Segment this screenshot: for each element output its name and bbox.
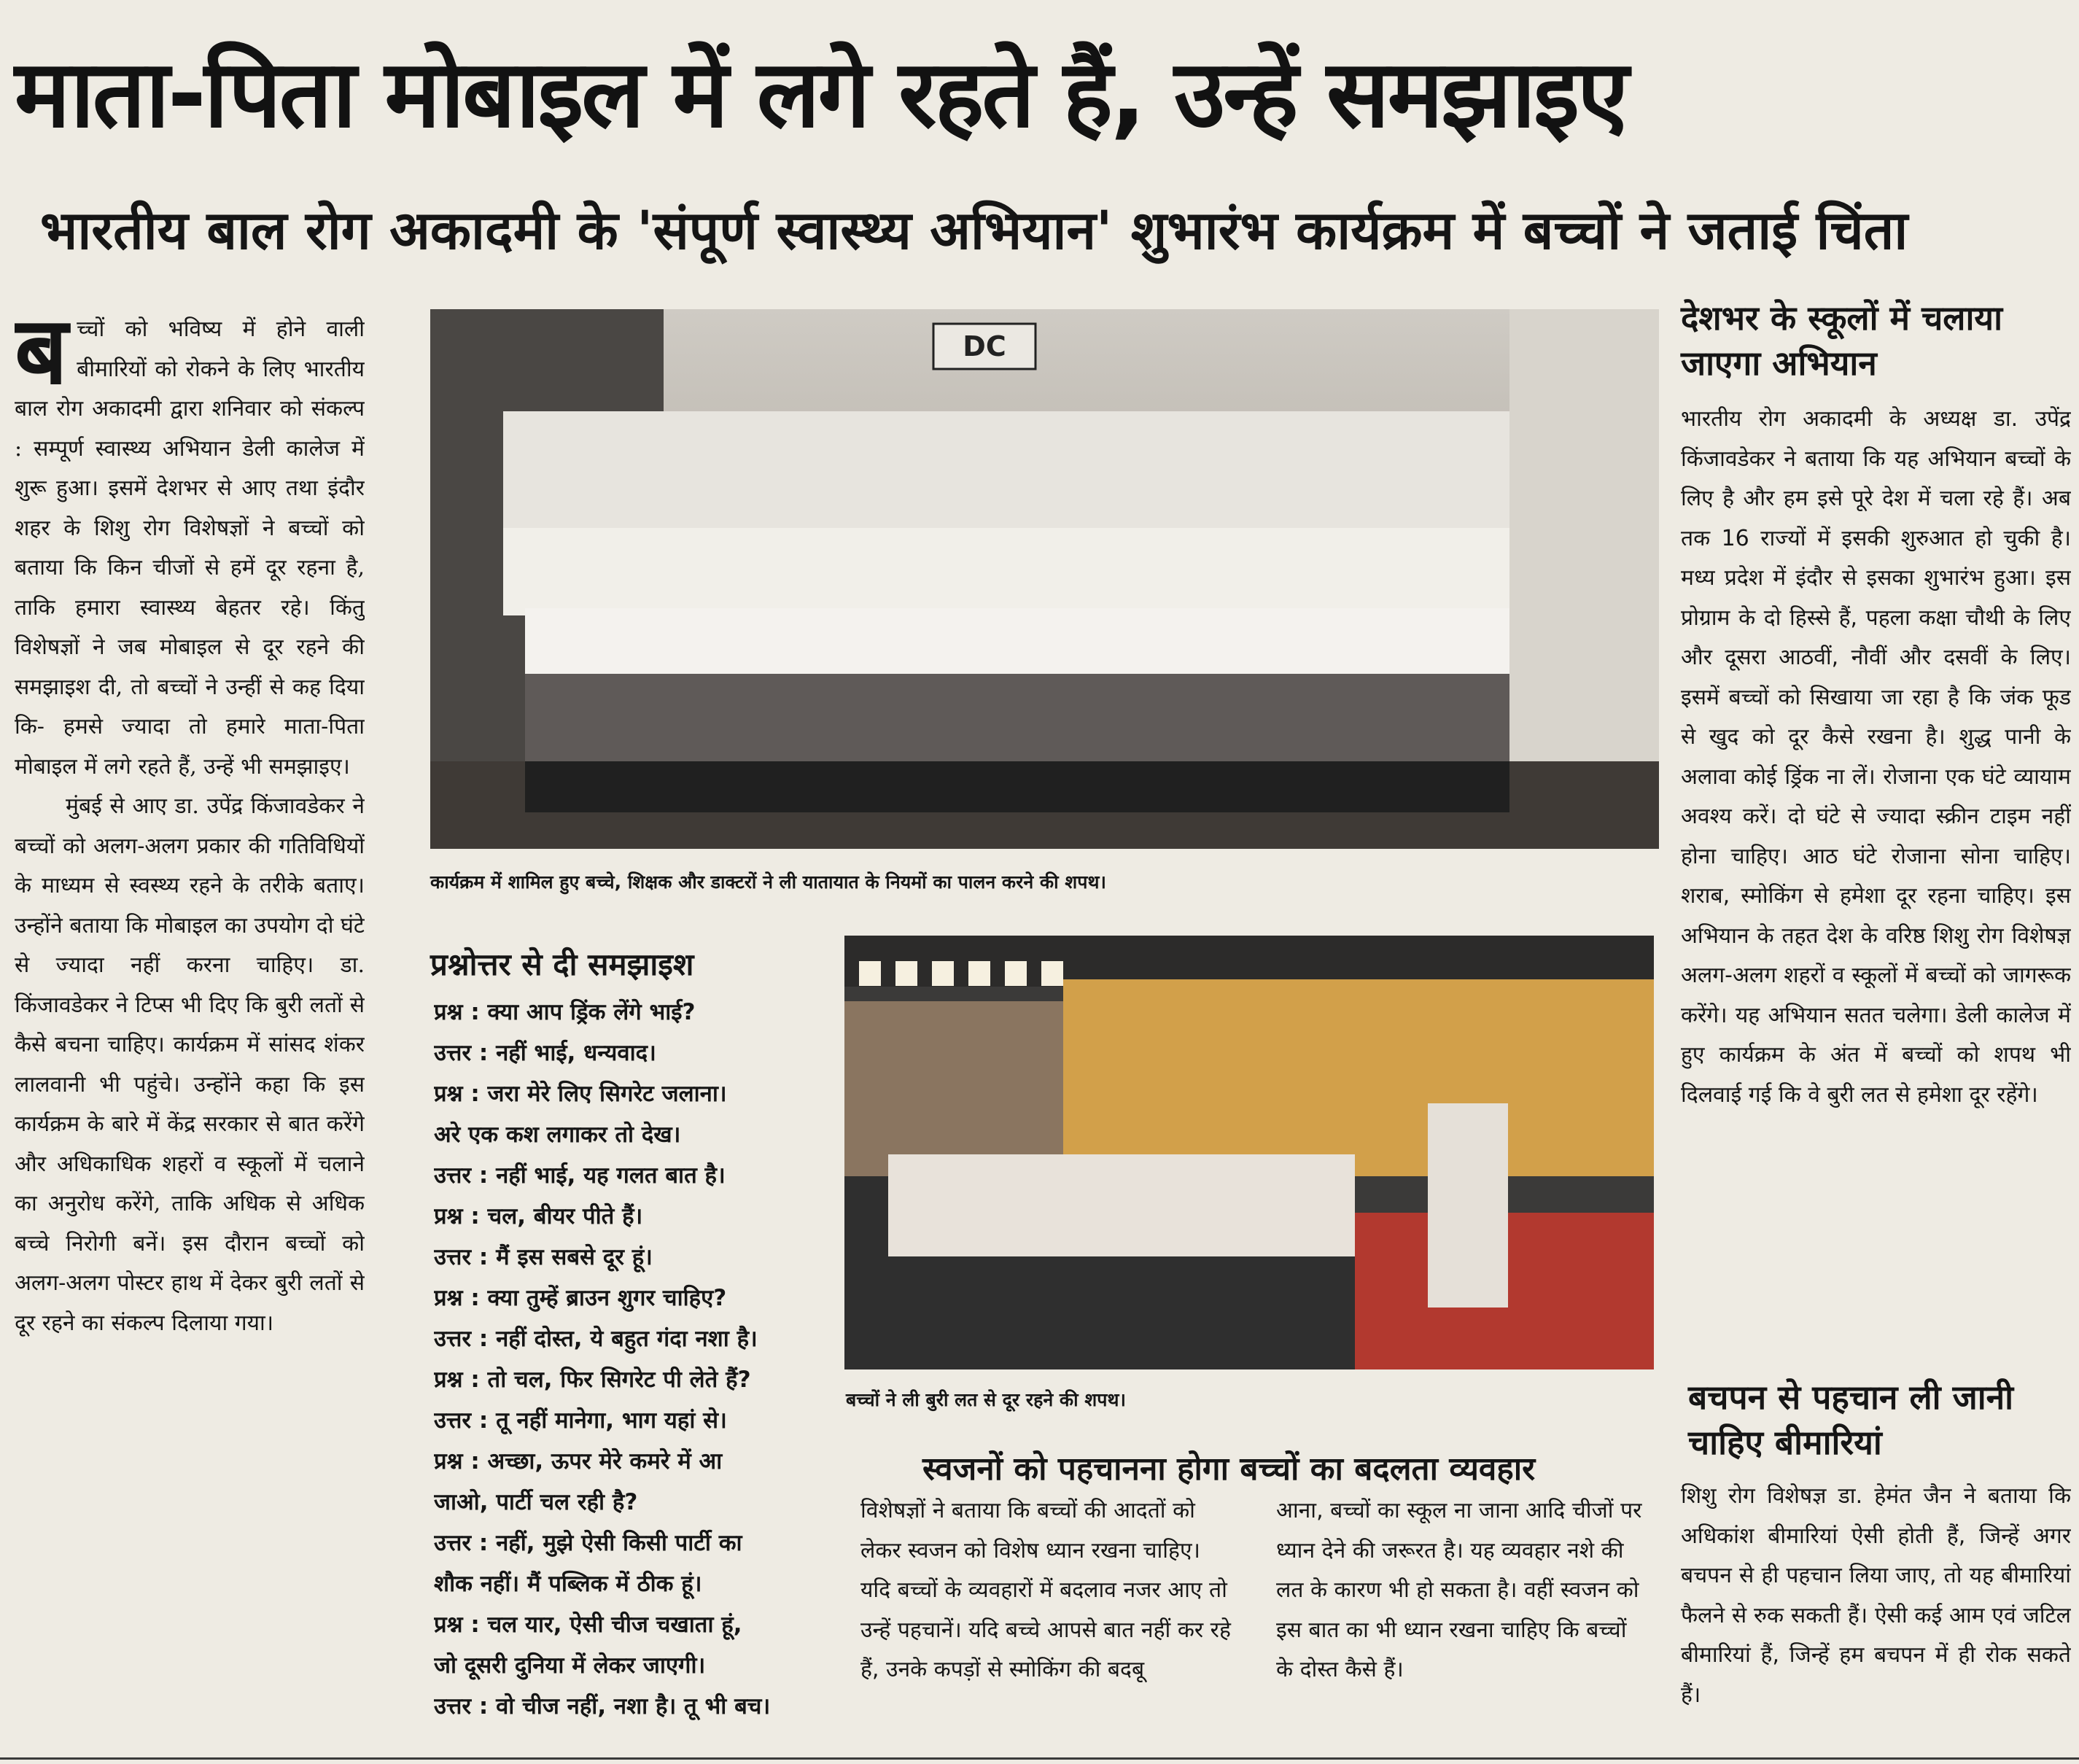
middle-col-1-text: विशेषज्ञों ने बताया कि बच्चों की आदतों को लेकर स्वजन को विशेष ध्यान रखना चाहिए। यदि बच्चों के व्यवहारों में बदलाव नजर आए तो उन्हें पहचानें। यदि बच्चे आपसे बात नहीं कर रहे हैं, उनके कपड़ों से स्मोकिंग की बदबू [860, 1498, 1231, 1682]
subheadline: भारतीय बाल रोग अकादमी के 'संपूर्ण स्वास्थ्य अभियान' शुभारंभ कार्यक्रम में बच्चों ने जताई चिंता [40, 200, 1908, 262]
middle-col-2 [1276, 1491, 1648, 1739]
banner-text: DC [963, 330, 1006, 362]
left-para-1-text: च्चों को भविष्य में होने वाली बीमारियों को रोकने के लिए भारतीय बाल रोग अकादमी द्वारा शनिवार को संकल्प : सम्पूर्ण स्वास्थ्य अभियान डेली कालेज में शुरू हुआ। इसमें देशभर से आए तथा इंदौर शहर के शिशु रोग विशेषज्ञों ने बच्चों को बताया कि किन चीजों से हमें दूर रहना है, ताकि हमारा स्वास्थ्य बेहतर रहे। किंतु विशेषज्ञों ने जब मोबाइल से दूर रहने की समझाइश दी, तो बच्चों ने उन्हीं से कह दिया कि- हमसे ज्यादा तो हमारे माता-पिता मोबाइल में लगे रहते हैं, उन्हें भी समझाइए। [15, 316, 365, 780]
left-para-1 [15, 310, 365, 787]
qa-line: जाओ, पार्टी चल रही है? [434, 1489, 638, 1515]
qa-line: प्रश्न : चल यार, ऐसी चीज चखाता हूं, [434, 1612, 742, 1638]
right-section-2-body [1681, 1477, 2071, 1754]
qa-line: प्रश्न : क्या आप ड्रिंक लेंगे भाई? [434, 999, 696, 1025]
right-section-1-body [1681, 400, 2071, 1348]
left-para-2: मुंबई से आए डा. उपेंद्र किंजावडेकर ने बच्चों को अलग-अलग प्रकार की गतिविधियों के माध्यम से स्वस्थ्य रहने के तरीके बताए। उन्होंने बताया कि मोबाइल का उपयोग दो घंटे से ज्यादा नहीं करना चाहिए। डा. किंजावडेकर ने टिप्स भी दिए कि बुरी लतों से कैसे बचना चाहिए। कार्यक्रम में सांसद शंकर लालवानी भी पहुंचे। उन्होंने कहा कि इस कार्यक्रम के बारे में केंद्र सरकार से बात करेंगे और अधिकाधिक शहरों व स्कूलों में चलाने का अनुरोध करेंगे, ताकि अधिक से अधिक बच्चे निरोगी बनें। इस दौरान बच्चों को अलग-अलग पोस्टर हाथ में देकर बुरी लतों से दूर रहने का संकल्प दिलाया गया। [15, 793, 365, 1336]
qa-line: उत्तर : नहीं भाई, धन्यवाद। [434, 1040, 656, 1066]
middle-col-2-text: आना, बच्चों का स्कूल ना जाना आदि चीजों पर ध्यान देने की जरूरत है। यह व्यवहार नशे की लत के कारण भी हो सकता है। वहीं स्वजन को इस बात का भी ध्यान रखना चाहिए कि बच्चों के दोस्त कैसे हैं। [1276, 1498, 1642, 1682]
qa-line: प्रश्न : चल, बीयर पीते हैं। [434, 1203, 643, 1229]
qa-line: उत्तर : नहीं, मुझे ऐसी किसी पार्टी का [434, 1530, 742, 1556]
qa-line: उत्तर : मैं इस सबसे दूर हूं। [434, 1244, 653, 1270]
bottom-rule [0, 1757, 2079, 1760]
hall-photo-image [844, 936, 1654, 1369]
right-section-2-text: शिशु रोग विशेषज्ञ डा. हेमंत जैन ने बताया कि अधिकांश बीमारियां ऐसी होती हैं, जिन्हें अगर बचपन से ही पहचान लिया जाए, तो यह बीमारियां फैलने से रुक सकती हैं। ऐसी कई आम एवं जटिल बीमारियां हैं, जिन्हें हम बचपन में ही रोक सकते हैं। [1681, 1483, 2071, 1708]
hall-photo-caption: बच्चों ने ली बुरी लत से दूर रहने की शपथ। [846, 1389, 1126, 1410]
right-section-1-text: भारतीय रोग अकादमी के अध्यक्ष डा. उपेंद्र किंजावडेकर ने बताया कि यह अभियान बच्चों के लिए है और हम इसे पूरे देश में चला रहे हैं। अब तक 16 राज्यों में इसकी शुरुआत हो चुकी है। मध्य प्रदेश में इंदौर से इसका शुभारंभ हुआ। इस प्रोग्राम के दो हिस्से हैं, पहला कक्षा चौथी के लिए और दूसरा आठवीं, नौवीं और दसवीं के लिए। इसमें बच्चों को सिखाया जा रहा है कि जंक फूड से खुद को दूर कैसे रखना है। शुद्ध पानी के अलावा कोई ड्रिंक ना लें। रोजाना एक घंटे व्यायाम अवश्य करें। दो घंटे से ज्यादा स्क्रीन टाइम नहीं होना चाहिए। आठ घंटे रोजाना सोना चाहिए। शराब, स्मोकिंग से हमेशा दूर रहना चाहिए। इस अभियान के तहत देश के वरिष्ठ शिशु रोग विशेषज्ञ अलग-अलग शहरों व स्कूलों में बच्चों को जागरूक करेंगे। यह अभियान सतत चलेगा। डेली कालेज में हुए कार्यक्रम के अंत में बच्चों को शपथ भी दिलवाई गई कि वे बुरी लत से हमेशा दूर रहेंगे। [1681, 406, 2071, 1108]
middle-section-heading: स्वजनों को पहचानना होगा बच्चों का बदलता व्यवहार [922, 1450, 1536, 1488]
crowd-front-row [525, 608, 1509, 812]
group-photo-image [430, 309, 1659, 849]
qa-line: उत्तर : वो चीज नहीं, नशा है। तू भी बच। [434, 1693, 771, 1720]
group-photo [430, 309, 1659, 849]
qa-line: प्रश्न : अच्छा, ऊपर मेरे कमरे में आ [434, 1448, 723, 1474]
crowd-back-rows [503, 411, 1509, 615]
dropcap: ब [15, 310, 69, 405]
group-photo-caption: कार्यक्रम में शामिल हुए बच्चे, शिक्षक और डाक्टरों ने ली यातायात के नियमों का पालन करने की शपथ। [430, 871, 1106, 893]
qa-line: उत्तर : नहीं दोस्त, ये बहुत गंदा नशा है। [434, 1326, 758, 1352]
qa-line: उत्तर : तू नहीं मानेगा, भाग यहां से। [434, 1407, 727, 1434]
qa-line: प्रश्न : क्या तुम्हें ब्राउन शुगर चाहिए? [434, 1285, 727, 1311]
left-column-article [15, 310, 365, 1739]
qa-line: अरे एक कश लगाकर तो देख। [434, 1122, 681, 1148]
headline: माता-पिता मोबाइल में लगे रहते हैं, उन्हें समझाइए [15, 40, 1627, 149]
hall-photo [844, 936, 1654, 1369]
middle-col-1 [860, 1491, 1232, 1739]
qa-heading: प्रश्नोत्तर से दी समझाइश [430, 947, 694, 982]
right-section-2-heading: बचपन से पहचान ली जानी चाहिए बीमारियां [1688, 1378, 2014, 1462]
qa-line: उत्तर : नहीं भाई, यह गलत बात है। [434, 1162, 726, 1189]
qa-line: प्रश्न : जरा मेरे लिए सिगरेट जलाना। [434, 1081, 727, 1107]
qa-line: जो दूसरी दुनिया में लेकर जाएगी। [434, 1652, 706, 1679]
qa-line: प्रश्न : तो चल, फिर सिगरेट पी लेते हैं? [434, 1367, 751, 1393]
qa-line: शौक नहीं। मैं पब्लिक में ठीक हूं। [434, 1571, 702, 1597]
right-section-1-heading: देशभर के स्कूलों में चलाया जाएगा अभियान [1681, 298, 2002, 383]
middle-section-columns [860, 1491, 1648, 1739]
qa-list [434, 992, 820, 1736]
